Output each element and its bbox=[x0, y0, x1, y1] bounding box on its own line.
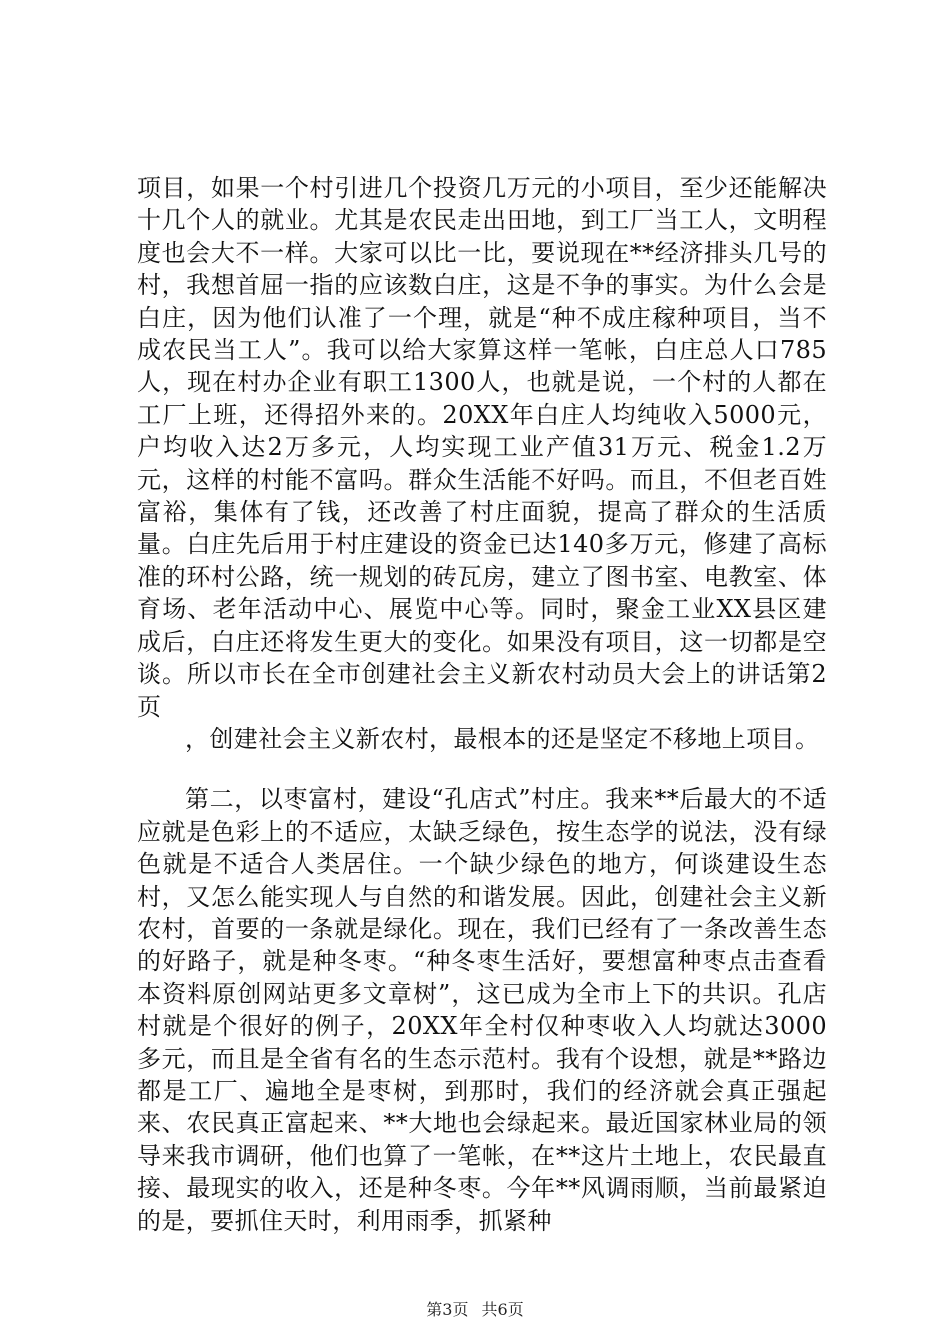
page-total: 共6页 bbox=[481, 1300, 524, 1319]
paragraph-section-two: 第二，以枣富村，建设“孔店式”村庄。我来**后最大的不适应就是色彩上的不适应，太缺乏绿色，按生态学的说法，没有绿色就是不适合人类居住。一个缺少绿色的地方，何谈建设生态村，又怎么能实现人与自然的和谐发展。因此，创建社会主义新农村，首要的一条就是绿化。现在，我们已经有了一条改善生态的好路子，就是种冬枣。“种冬枣生活好，要想富种枣点击查看本资料原创网站更多文章树”，这已成为全市上下的共识。孔店村就是个很好的例子，20XX年全村仅种枣收入人均就达3000多元，而且是全省有名的生态示范村。我有个设想，就是**路边都是工厂、遍地全是枣树，到那时，我们的经济就会真正强起来、农民真正富起来、**大地也会绿起来。最近国家林业局的领导来我市调研，他们也算了一笔帐，在**这片土地上，农民最直接、最现实的收入，还是种冬枣。今年**风调雨顺，当前最紧迫的是，要抓住天时，利用雨季，抓紧种 bbox=[137, 785, 827, 1235]
paragraph-spacer bbox=[137, 755, 827, 783]
paragraph-continuation: 项目，如果一个村引进几个投资几万元的小项目，至少还能解决十几个人的就业。尤其是农民走出田地，到工厂当工人，文明程度也会大不一样。大家可以比一比，要说现在**经济排头几号的村，我想首屈一指的应该数白庄，这是不争的事实。为什么会是白庄，因为他们认准了一个理，就是“种不成庄稼种项目，当不成农民当工人”。我可以给大家算这样一笔帐，白庄总人口785人，现在村办企业有职工1300人，也就是说，一个村的人都在工厂上班，还得招外来的。20XX年白庄人均纯收入5000元，户均收入达2万多元，人均实现工业产值31万元、税金1.2万元，这样的村能不富吗。群众生活能不好吗。而且，不但老百姓富裕，集体有了钱，还改善了村庄面貌，提高了群众的生活质量。白庄先后用于村庄建设的资金已达140多万元，修建了高标准的环村公路，统一规划的砖瓦房，建立了图书室、电教室、体育场、老年活动中心、展览中心等。同时，聚金工业XX县区建成后，白庄还将发生更大的变化。如果没有项目，这一切都是空谈。所以市长在全市创建社会主义新农村动员大会上的讲话第2页 bbox=[137, 174, 827, 721]
page-number: 第3页 bbox=[426, 1300, 469, 1319]
paragraph-closing-sentence: ，创建社会主义新农村，最根本的还是坚定不移地上项目。 bbox=[185, 724, 820, 753]
page-footer bbox=[0, 1300, 950, 1320]
document-body bbox=[137, 172, 827, 1237]
